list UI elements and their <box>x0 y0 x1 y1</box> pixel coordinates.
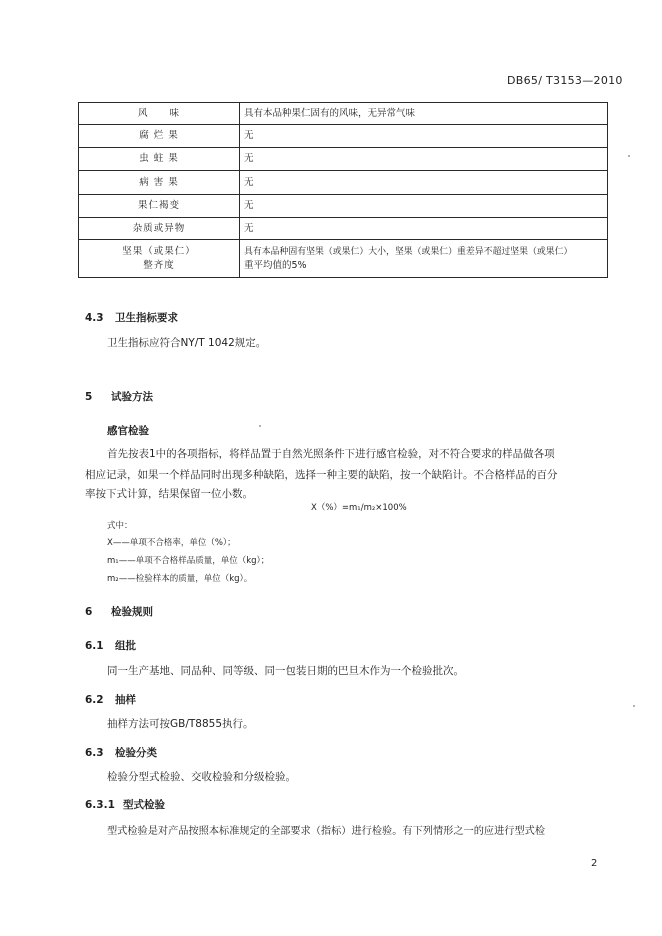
section-number: 6 <box>85 606 93 618</box>
value-line: 重平均值的5% <box>244 259 307 271</box>
table-cell-value: 无 <box>240 171 608 195</box>
section-number: 6.2 <box>85 694 104 706</box>
table-cell-value <box>240 240 608 278</box>
section-6-heading <box>85 604 153 619</box>
scan-speck <box>628 155 630 157</box>
section-number: 6.1 <box>85 640 104 652</box>
section-6-3-body: 检验分型式检验、交收检验和分级检验。 <box>107 771 296 783</box>
section-4-3-heading <box>85 310 178 325</box>
table-cell-value: 无 <box>240 195 608 218</box>
table-cell-label: 果仁褐变 <box>79 195 240 218</box>
quality-table <box>78 102 608 278</box>
formula-definition: m₁——单项不合格样品质量，单位（kg）； <box>107 556 270 566</box>
section-number: 4.3 <box>85 312 104 324</box>
formula: X（%）=m₁/m₂×100% <box>311 503 407 513</box>
paragraph-line: 相应记录，如果一个样品同时出现多种缺陷，选择一种主要的缺陷，按一个缺陷计。不合格样品的百分 <box>85 469 558 481</box>
paragraph-line: 率按下式计算，结果保留一位小数。 <box>85 488 253 500</box>
formula-where: 式中： <box>107 521 133 531</box>
label-line: 整齐度 <box>143 259 175 271</box>
section-6-3-heading <box>85 745 157 760</box>
page-number: 2 <box>591 858 598 869</box>
table-row <box>79 125 608 148</box>
table-row <box>79 171 608 195</box>
table-cell-value: 具有本品种果仁固有的风味，无异常气味 <box>240 103 608 125</box>
paragraph-line: 首先按表1中的各项指标，将样品置于自然光照条件下进行感官检验，对不符合要求的样品做各项 <box>107 448 555 460</box>
table-cell-label: 虫 蛀 果 <box>79 148 240 171</box>
section-6-2-body: 抽样方法可按GB/T8855执行。 <box>107 718 254 730</box>
table-cell-label: 腐 烂 果 <box>79 125 240 148</box>
table-row <box>79 103 608 125</box>
scan-speck <box>633 705 635 707</box>
section-title: 检验规则 <box>111 606 153 618</box>
section-title: 卫生指标要求 <box>115 312 178 324</box>
standard-code: DB65/ T3153—2010 <box>507 74 623 87</box>
table-cell-value: 无 <box>240 125 608 148</box>
table-cell-label: 风 味 <box>79 103 240 125</box>
section-6-3-1-body: 型式检验是对产品按照本标准规定的全部要求（指标）进行检验。有下列情形之一的应进行型式检 <box>107 826 546 837</box>
section-title: 检验分类 <box>115 747 157 759</box>
table-cell-label: 杂质或异物 <box>79 218 240 240</box>
table-row <box>79 218 608 240</box>
section-title: 型式检验 <box>123 799 165 811</box>
section-title: 试验方法 <box>111 391 153 403</box>
section-6-1-heading <box>85 638 136 653</box>
section-number: 5 <box>85 391 93 403</box>
label-line: 坚果（或果仁） <box>122 245 196 257</box>
table-cell-value: 无 <box>240 218 608 240</box>
formula-definition: m₂——检验样本的质量，单位（kg）。 <box>107 574 253 584</box>
table-row <box>79 148 608 171</box>
table-row <box>79 240 608 278</box>
table-row <box>79 195 608 218</box>
section-6-3-1-heading <box>85 797 165 812</box>
section-title: 组批 <box>115 640 136 652</box>
table-cell-label: 病 害 果 <box>79 171 240 195</box>
section-6-2-heading <box>85 692 136 707</box>
scan-speck <box>259 425 261 427</box>
section-6-1-body: 同一生产基地、同品种、同等级、同一包装日期的巴旦木作为一个检验批次。 <box>107 665 464 677</box>
table-cell-value: 无 <box>240 148 608 171</box>
section-number: 6.3.1 <box>85 799 115 811</box>
section-4-3-body: 卫生指标应符合NY/T 1042规定。 <box>107 337 267 349</box>
value-line: 具有本品种固有坚果（或果仁）大小，坚果（或果仁）重差异不超过坚果（或果仁） <box>244 246 573 257</box>
section-title: 抽样 <box>115 694 136 706</box>
section-number: 6.3 <box>85 747 104 759</box>
section-5-heading <box>85 389 153 404</box>
table-cell-label <box>79 240 240 278</box>
sensory-heading: 感官检验 <box>107 425 149 437</box>
formula-definition: X——单项不合格率，单位（%）； <box>107 538 236 548</box>
